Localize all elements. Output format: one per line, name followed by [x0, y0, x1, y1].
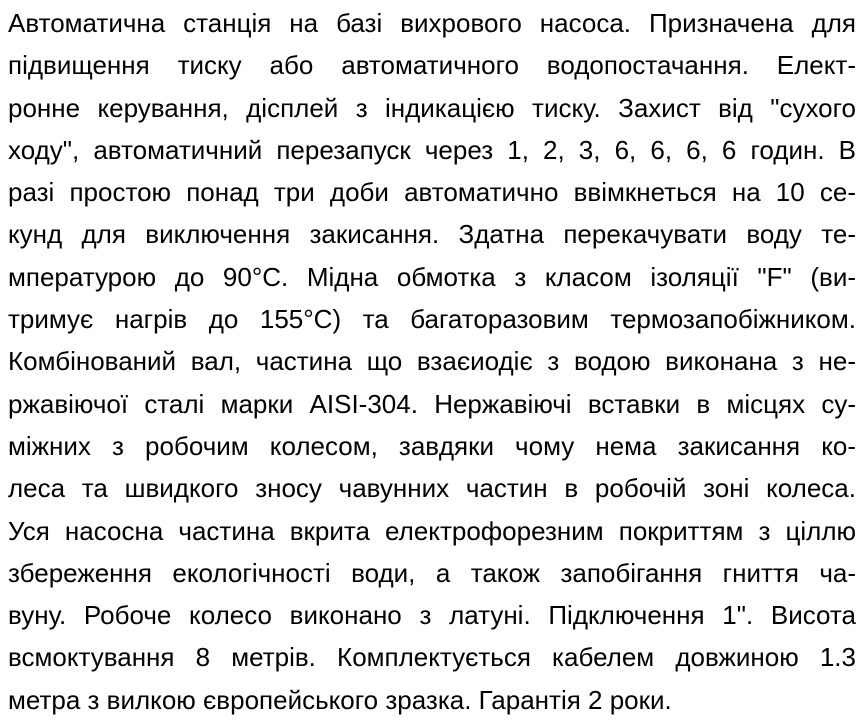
product-description	[8, 2, 856, 721]
text-line: збереження екологічності води, а також запобігання гниття ча-	[8, 557, 856, 588]
text-line: Комбінований вал, частина що взаєиодіє з водою виконана з не-	[8, 346, 856, 377]
text-line: тримує нагрів до 155°С) та багаторазовим термозапобіжником.	[8, 304, 856, 335]
text-line: Автоматична станція на базі вихрового насоса. Призначена для	[8, 8, 856, 38]
text-line: вуну. Робоче колесо виконано з латуні. Підключення 1". Висота	[8, 600, 856, 631]
text-line: ходу", автоматичний перезапуск через 1, 2, 3, 6, 6, 6, 6 годин. В	[8, 134, 856, 165]
text-line: ржавіючої сталі марки AISI-304. Нержавіючі вставки в місцях су-	[8, 388, 856, 419]
text-line: всмоктування 8 метрів. Комплектується кабелем довжиною 1.3	[8, 642, 856, 673]
text-line: кунд для виключення закисання. Здатна перекачувати воду те-	[8, 219, 856, 250]
text-line: Уся насосна частина вкрита електрофорезним покриттям з ціллю	[8, 515, 856, 546]
text-line: разі простою понад три доби автоматично ввімкнеться на 10 се-	[8, 177, 856, 208]
text-line-last: метра з вилкою європейського зразка. Гарантія 2 роки.	[8, 684, 672, 715]
text-line: підвищення тиску або автоматичного водопостачання. Елект-	[8, 50, 856, 81]
text-line: леса та швидкого зносу чавунних частин в робочій зоні колеса.	[8, 473, 856, 504]
text-line: ронне керування, дісплей з індикацією тиску. Захист від "сухого	[8, 92, 856, 123]
text-line: міжних з робочим колесом, завдяки чому нема закисання ко-	[8, 430, 856, 461]
text-line: мпературою до 90°С. Мідна обмотка з класом ізоляції "F" (ви-	[8, 261, 856, 292]
